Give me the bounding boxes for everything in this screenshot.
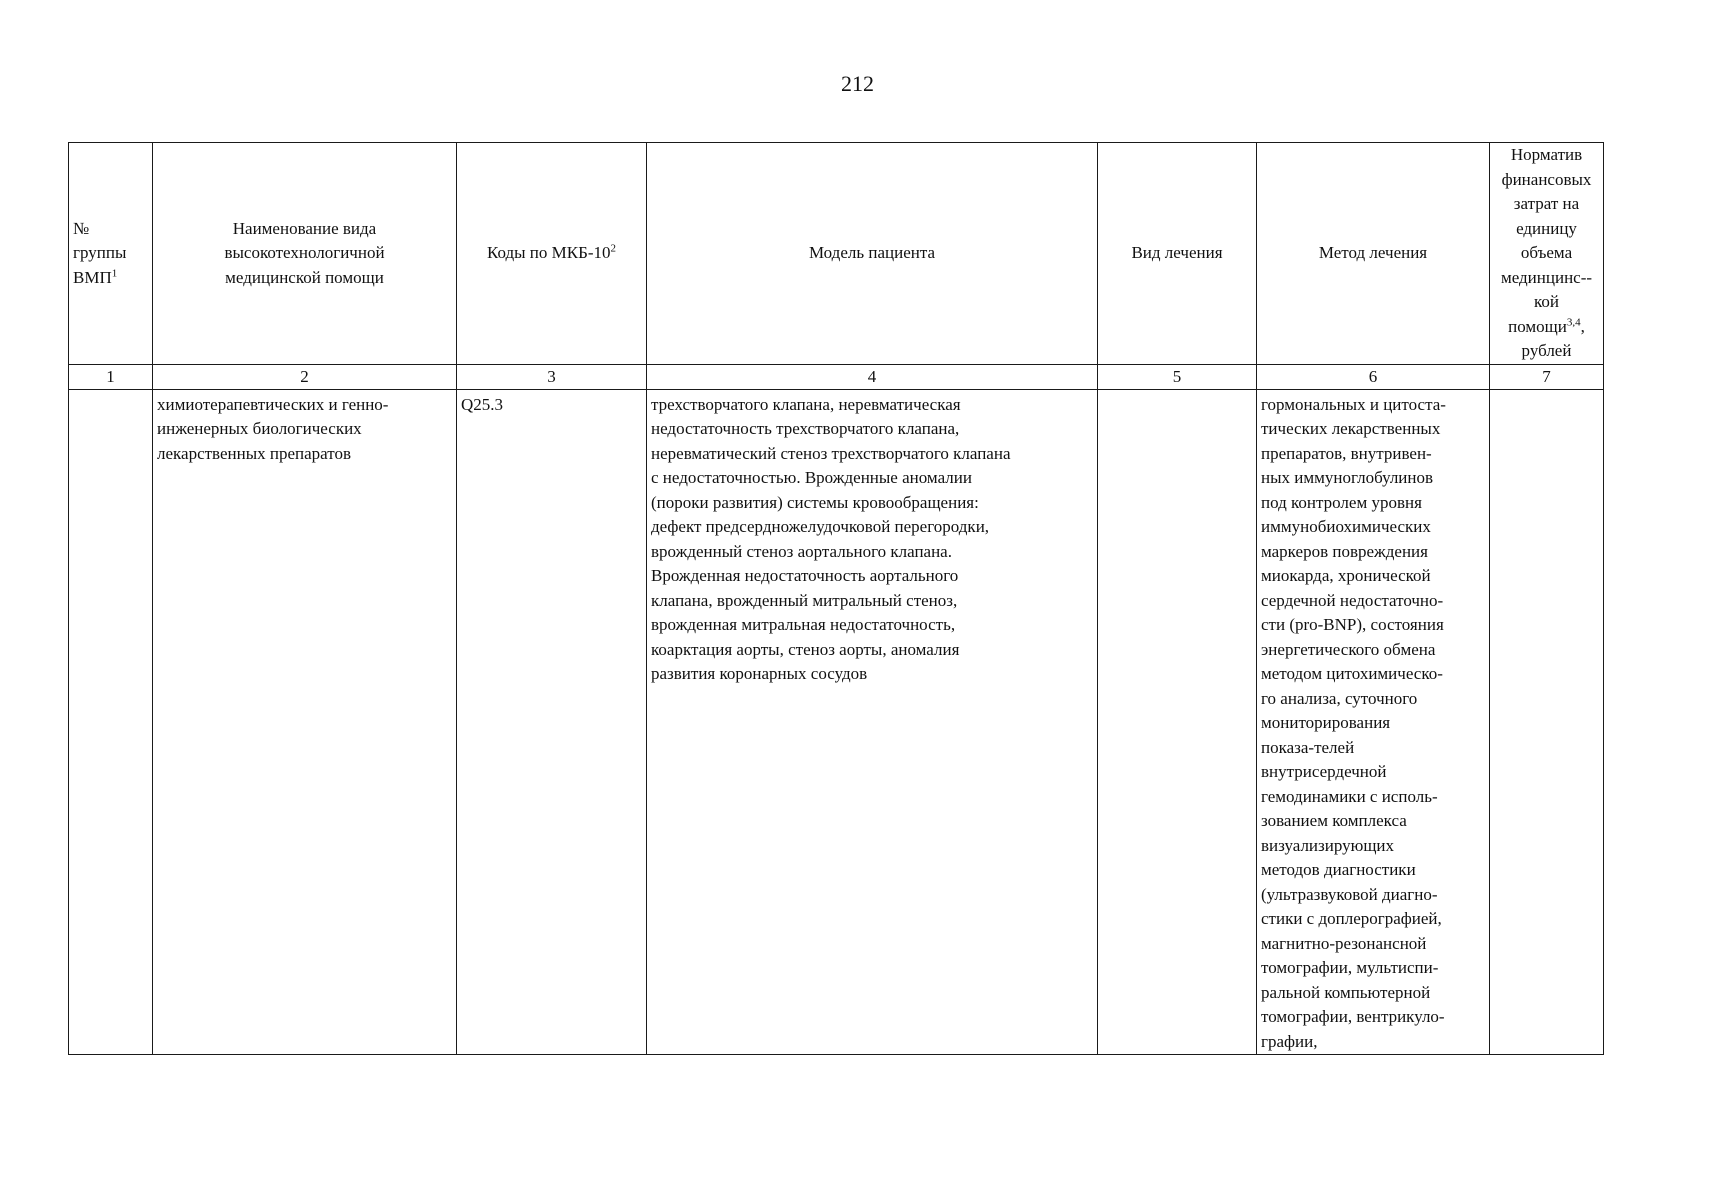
cell-patient-model: трехстворчатого клапана, неревматическая недостаточность трехстворчатого клапана, неревматический стеноз трехстворчатого клапана с недостаточностью. Врожденные аномалии (пороки развития) системы кровообращения: дефект предсердножелудочковой перегородки, врожденный стеноз аортального клапана. Врожденная недостаточность аортального клапана, врожденный митральный стеноз, врожденная митральная недостаточность, коарктация аорты, стеноз аорты, аномалия развития коронарных сосудов [647,389,1098,1055]
page-number: 212 [841,71,874,96]
header-cost-standard: Норматив финансовых затрат на единицу объема мединцинс-- кой помощи$^{3,4}$, рублей [1490,143,1604,365]
treatment-table [68,142,1604,1055]
cell-cost-standard [1490,389,1604,1055]
column-number: 4 [647,364,1098,389]
header-icd-codes: Коды по МКБ-$10^2$ [457,143,647,365]
column-number: 2 [153,364,457,389]
cell-treatment-type [1098,389,1257,1055]
column-number-row [69,364,1604,389]
header-care-type-name: Наименование вида высокотехнологичной медицинской помощи [153,143,457,365]
header-treatment-type: Вид лечения [1098,143,1257,365]
table-header-row [69,143,1604,365]
cell-group-number [69,389,153,1055]
column-number: 1 [69,364,153,389]
header-group-number: № группы ВМП$^1$ [69,143,153,365]
column-number: 3 [457,364,647,389]
table-row [69,389,1604,1055]
cell-treatment-method: гормональных и цитоста- тических лекарственных препаратов, внутривен- ных иммуноглобулинов под контролем уровня иммунобиохимических маркеров повреждения миокарда, хронической сердечной недостаточно- сти (pro-BNP), состояния энергетического обмена методом цитохимическо- го анализа, суточного мониторирования показа-телей внутрисердечной гемодинамики с исполь- зованием комплекса визуализирующих методов диагностики (ультразвуковой диагно- стики с доплерографией, магнитно-резонансной томографии, мультиспи- ральной компьютерной томографии, вентрикуло- графии, [1257,389,1490,1055]
column-number: 7 [1490,364,1604,389]
cell-icd-codes: Q25.3 [457,389,647,1055]
cell-care-type-name: химиотерапевтических и генно- инженерных биологических лекарственных препаратов [153,389,457,1055]
header-treatment-method: Метод лечения [1257,143,1490,365]
column-number: 5 [1098,364,1257,389]
column-number: 6 [1257,364,1490,389]
header-patient-model: Модель пациента [647,143,1098,365]
